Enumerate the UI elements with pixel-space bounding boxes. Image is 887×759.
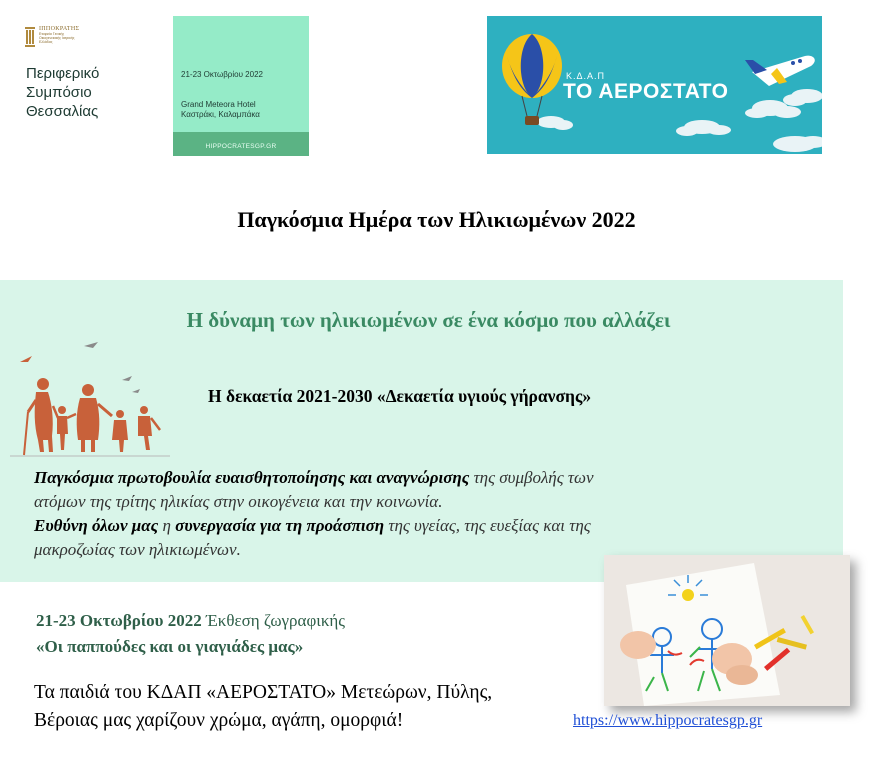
logo-subtitle: Εταιρεία Γενικής Οικογενειακής Ιατρικής Ελλάδας (39, 32, 75, 44)
paragraph-line (34, 466, 594, 490)
hot-air-balloon-icon (502, 34, 562, 125)
paragraph-line (34, 490, 594, 514)
paragraph-text: της υγείας, της ευεξίας και της (384, 516, 591, 535)
family-illustration (10, 340, 170, 465)
hippocrates-logo (24, 26, 87, 48)
logo-name: ΙΠΠΟΚΡΑΤΗΣ (39, 26, 80, 32)
kids-message-line: Βέροιας μας χαρίζουν χρώμα, αγάπη, ομορφιά! (34, 710, 404, 731)
paragraph-text: της συμβολής των (469, 468, 594, 487)
website-link[interactable]: https://www.hippocratesgp.gr (573, 712, 763, 729)
aerostato-banner (487, 16, 822, 154)
symposium-venue (181, 100, 260, 120)
awareness-initiative-text: Παγκόσμια πρωτοβουλία ευαισθητοποίησης και αναγνώρισης (34, 468, 470, 487)
paragraph-line (34, 514, 594, 538)
symposium-title-line: Περιφερικό (26, 65, 100, 82)
exhibition-title: «Οι παππούδες και οι γιαγιάδες μας» (36, 637, 304, 656)
exhibition-date (36, 611, 345, 631)
airplane-icon (745, 56, 815, 86)
column-icon (24, 26, 36, 48)
paragraph-text: ατόμων της τρίτης ηλικίας στην οικογένεια και την κοινωνία. (34, 492, 443, 511)
symposium-banner-left-panel (16, 16, 173, 156)
symposium-title-line: Συμπόσιο (26, 84, 92, 101)
paragraph-text: μακροζωίας των ηλικιωμένων. (34, 540, 241, 559)
venue-line: Grand Meteora Hotel (181, 100, 256, 109)
exhibition-type: Έκθεση ζωγραφικής (201, 611, 346, 630)
kids-message (34, 679, 492, 735)
awareness-paragraph (34, 466, 594, 562)
decade-statement: Η δεκαετία 2021-2030 «Δεκαετία υγιούς γήρανσης» (208, 386, 592, 406)
responsibility-text: Ευθύνη όλων μας (34, 516, 159, 535)
child-drawing-photo (604, 555, 850, 706)
kids-message-line: Τα παιδιά του ΚΔΑΠ «ΑΕΡΟΣΤΑΤΟ» Μετεώρων, Πύλης, (34, 682, 493, 703)
symposium-title (26, 64, 99, 121)
exhibition-date-value: 21-23 Οκτωβρίου 2022 (36, 611, 202, 630)
symposium-date: 21-23 Οκτωβρίου 2022 (181, 70, 263, 79)
paragraph-line (34, 538, 594, 562)
aerostato-title: ΤΟ ΑΕΡΟΣΤΑΤΟ (563, 80, 729, 103)
kdap-label: Κ.Δ.Α.Π (566, 71, 606, 81)
symposium-url: HIPPOCRATESGP.GR (205, 143, 277, 150)
paragraph-text: η (158, 516, 176, 535)
page-title: Παγκόσμια Ημέρα των Ηλικιωμένων 2022 (237, 207, 636, 232)
drawing-photo-illustration (604, 555, 850, 706)
symposium-title-line: Θεσσαλίας (26, 103, 99, 120)
panel-subtitle: Η δύναμη των ηλικιωμένων σε ένα κόσμο που αλλάζει (186, 308, 671, 332)
symposium-banner (16, 16, 309, 156)
cooperation-text: συνεργασία για τη προάσπιση (175, 516, 385, 535)
venue-line: Καστράκι, Καλαμπάκα (181, 110, 260, 119)
symposium-url-strip (173, 132, 309, 156)
